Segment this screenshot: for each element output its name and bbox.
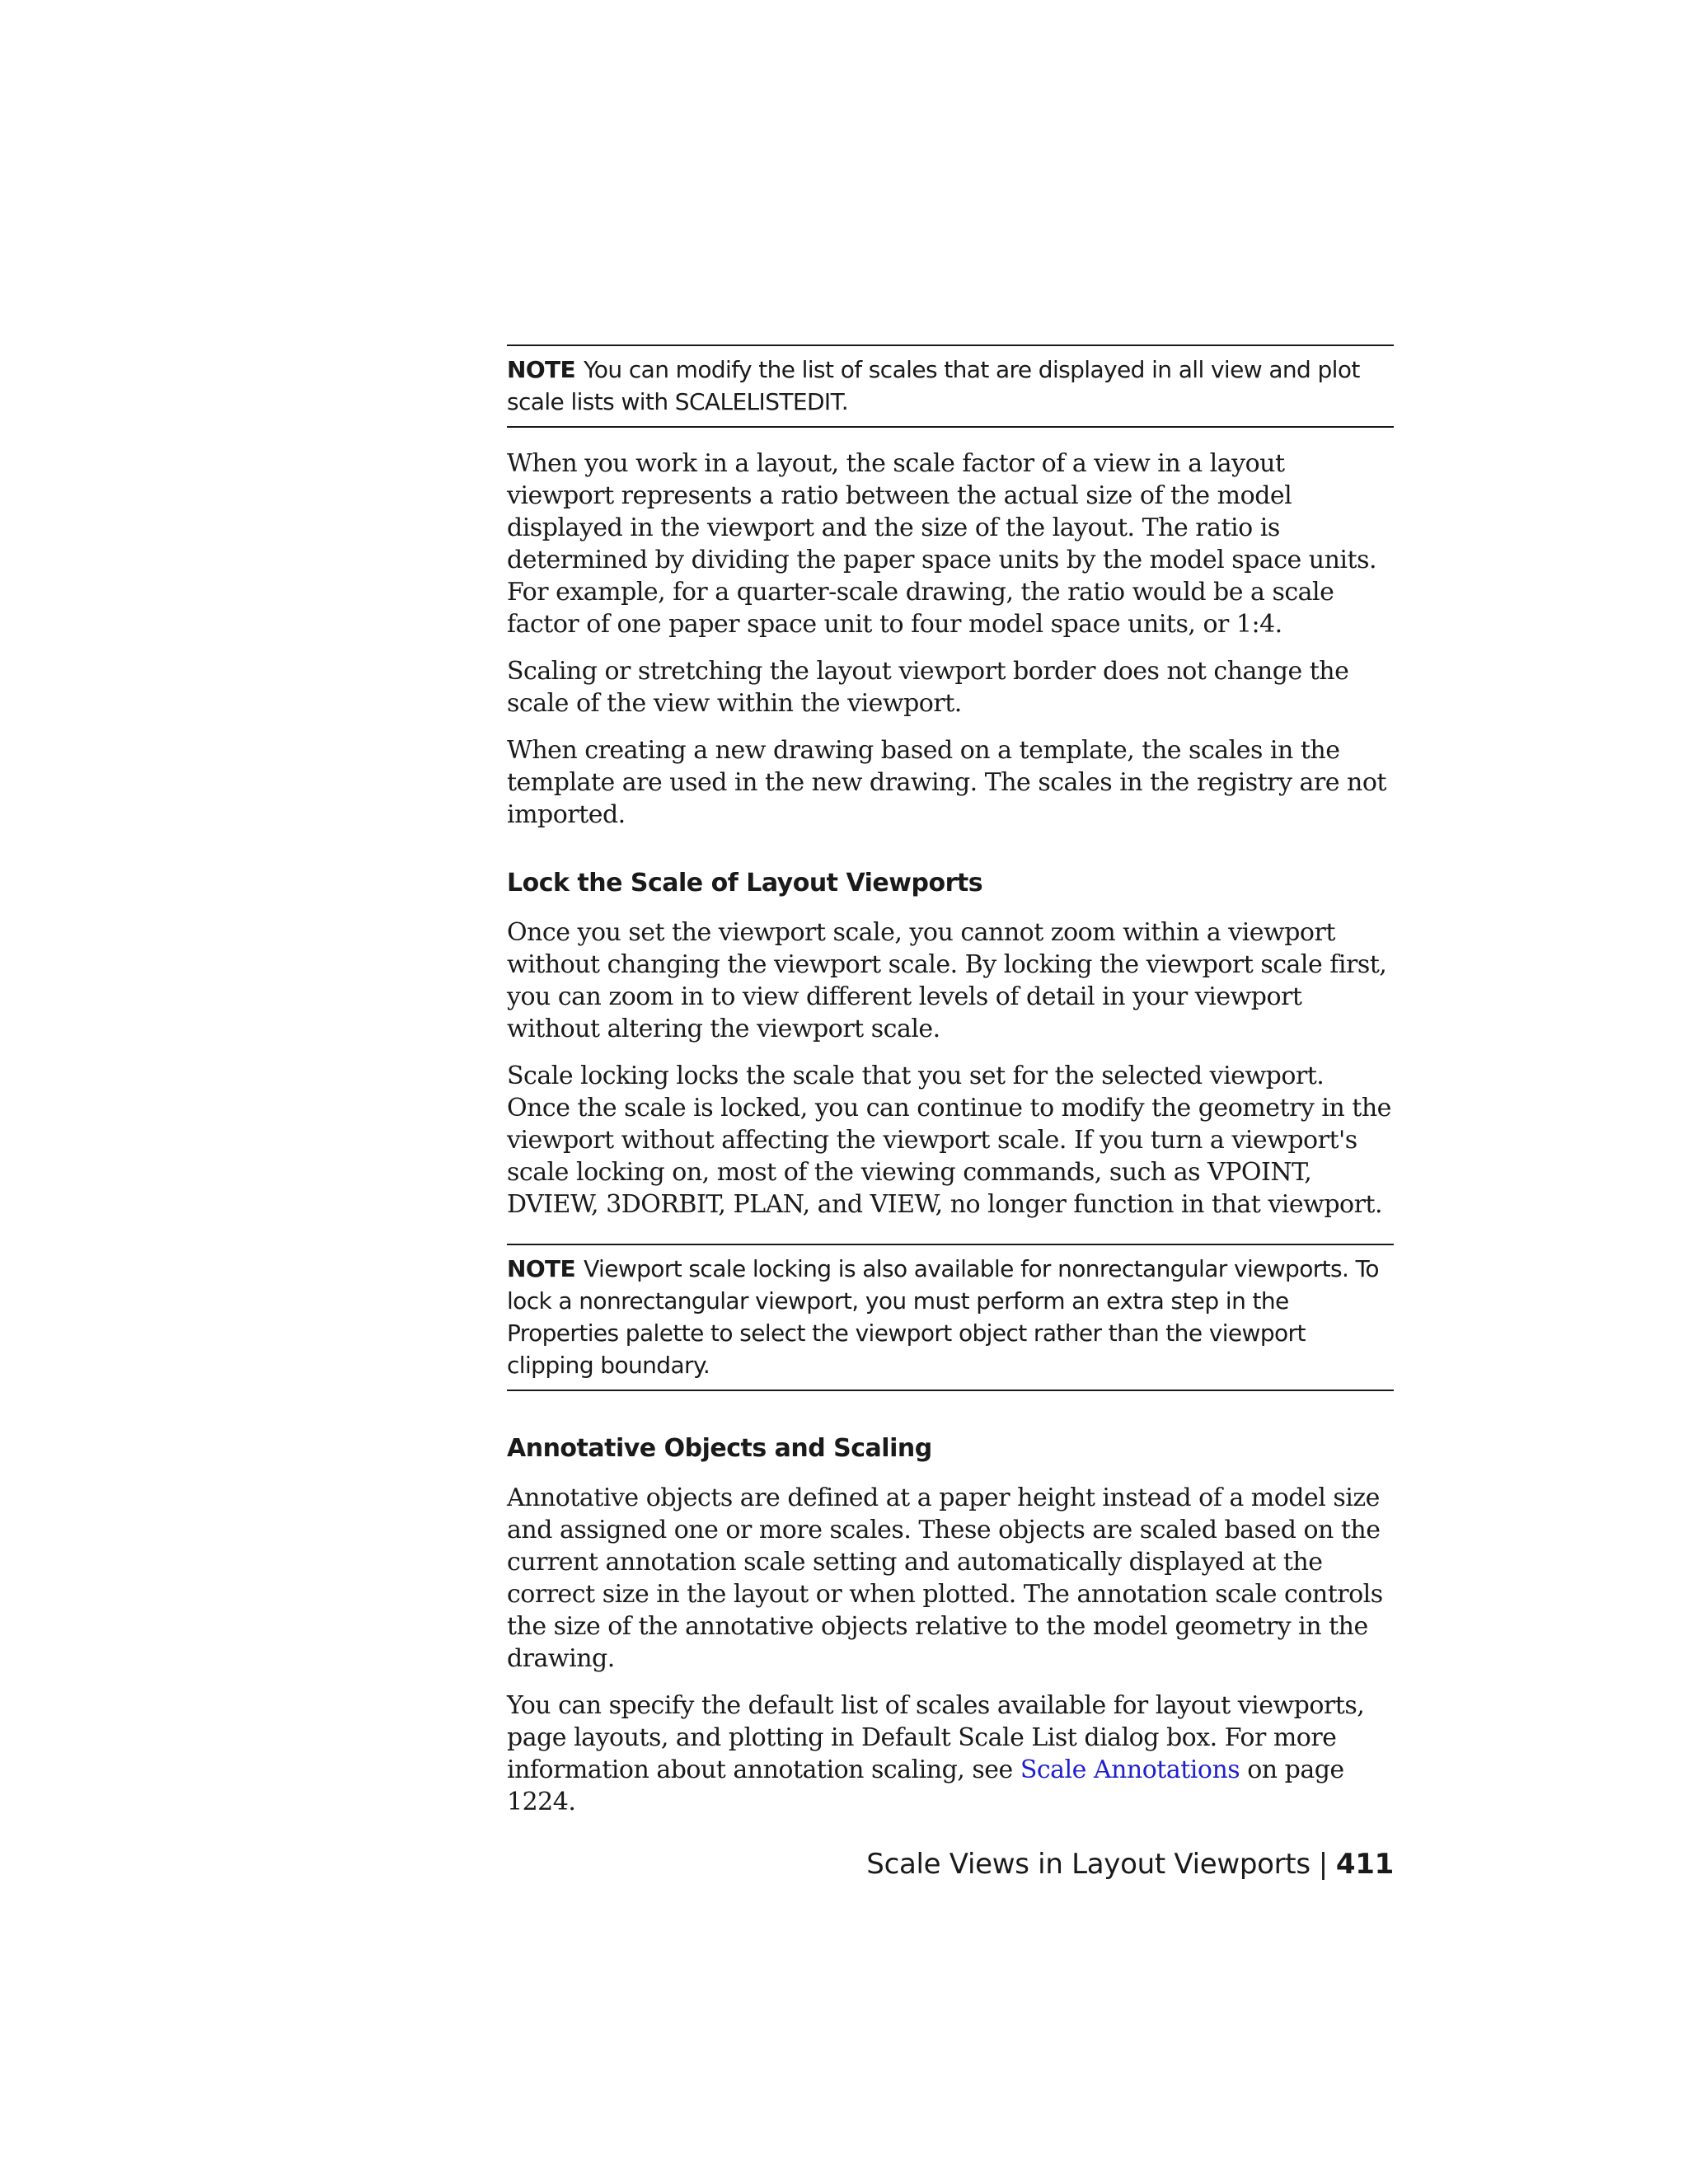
note-label: NOTE bbox=[507, 356, 576, 383]
note-label: NOTE bbox=[507, 1255, 576, 1282]
body-paragraph: Scaling or stretching the layout viewport border does not change the scale of the view within the viewport. bbox=[507, 657, 1349, 718]
body-paragraph-with-link bbox=[507, 1690, 1394, 1818]
note-box bbox=[507, 1244, 1394, 1391]
body-paragraph: Once you set the viewport scale, you cannot zoom within a viewport without changing the viewport scale. By locking the viewport scale first, you can zoom in to view different levels of detail in your viewport without altering the viewport scale. bbox=[507, 918, 1387, 1043]
paragraph-text: on page 1224. bbox=[507, 1755, 1344, 1816]
body-paragraph: When you work in a layout, the scale factor of a view in a layout viewport represents a ratio between the actual size of the model displayed in the viewport and the size of the layout. The ratio is determined by dividing the paper space units by the model space units. For example, for a quarter-scale drawing, the ratio would be a scale factor of one paper space unit to four model space units, or 1:4. bbox=[507, 449, 1377, 639]
note-text: You can modify the list of scales that are displayed in all view and plot scale lists with SCALELISTEDIT. bbox=[507, 356, 1360, 415]
section-heading-annotative: Annotative Objects and Scaling bbox=[507, 1434, 932, 1463]
page-content bbox=[507, 344, 1394, 1833]
note-box bbox=[507, 344, 1394, 428]
body-paragraph: Annotative objects are defined at a paper height instead of a model size and assigned one or more scales. These objects are scaled based on the current annotation scale setting and automatically displayed at the correct size in the layout or when plotted. The annotation scale controls the size of the annotative objects relative to the model geometry in the drawing. bbox=[507, 1483, 1383, 1673]
body-paragraph: Scale locking locks the scale that you set for the selected viewport. Once the scale is locked, you can continue to modify the geometry in the viewport without affecting the viewport scale. If you turn a viewport's scale locking on, most of the viewing commands, such as VPOINT, DVIEW, 3DORBIT, PLAN, and VIEW, no longer function in that viewport. bbox=[507, 1062, 1391, 1219]
paragraph-text: You can specify the default list of scales available for layout viewports, page layouts, and plotting in Default Scale List dialog box. For more information about annotation scaling, see bbox=[507, 1691, 1365, 1784]
body-paragraph: When creating a new drawing based on a template, the scales in the template are used in the new drawing. The scales in the registry are not imported. bbox=[507, 736, 1386, 829]
footer-separator: | bbox=[1318, 1848, 1328, 1881]
page-footer bbox=[866, 1846, 1394, 1882]
footer-section-title: Scale Views in Layout Viewports bbox=[866, 1848, 1311, 1881]
scale-annotations-link[interactable]: Scale Annotations bbox=[1020, 1755, 1240, 1784]
note-text: Viewport scale locking is also available for nonrectangular viewports. To lock a nonrectangular viewport, you must perform an extra step in the Properties palette to select the viewport object rather than the viewport clipping boundary. bbox=[507, 1255, 1379, 1379]
section-heading-lock-scale: Lock the Scale of Layout Viewports bbox=[507, 869, 983, 898]
page-number: 411 bbox=[1335, 1848, 1394, 1881]
